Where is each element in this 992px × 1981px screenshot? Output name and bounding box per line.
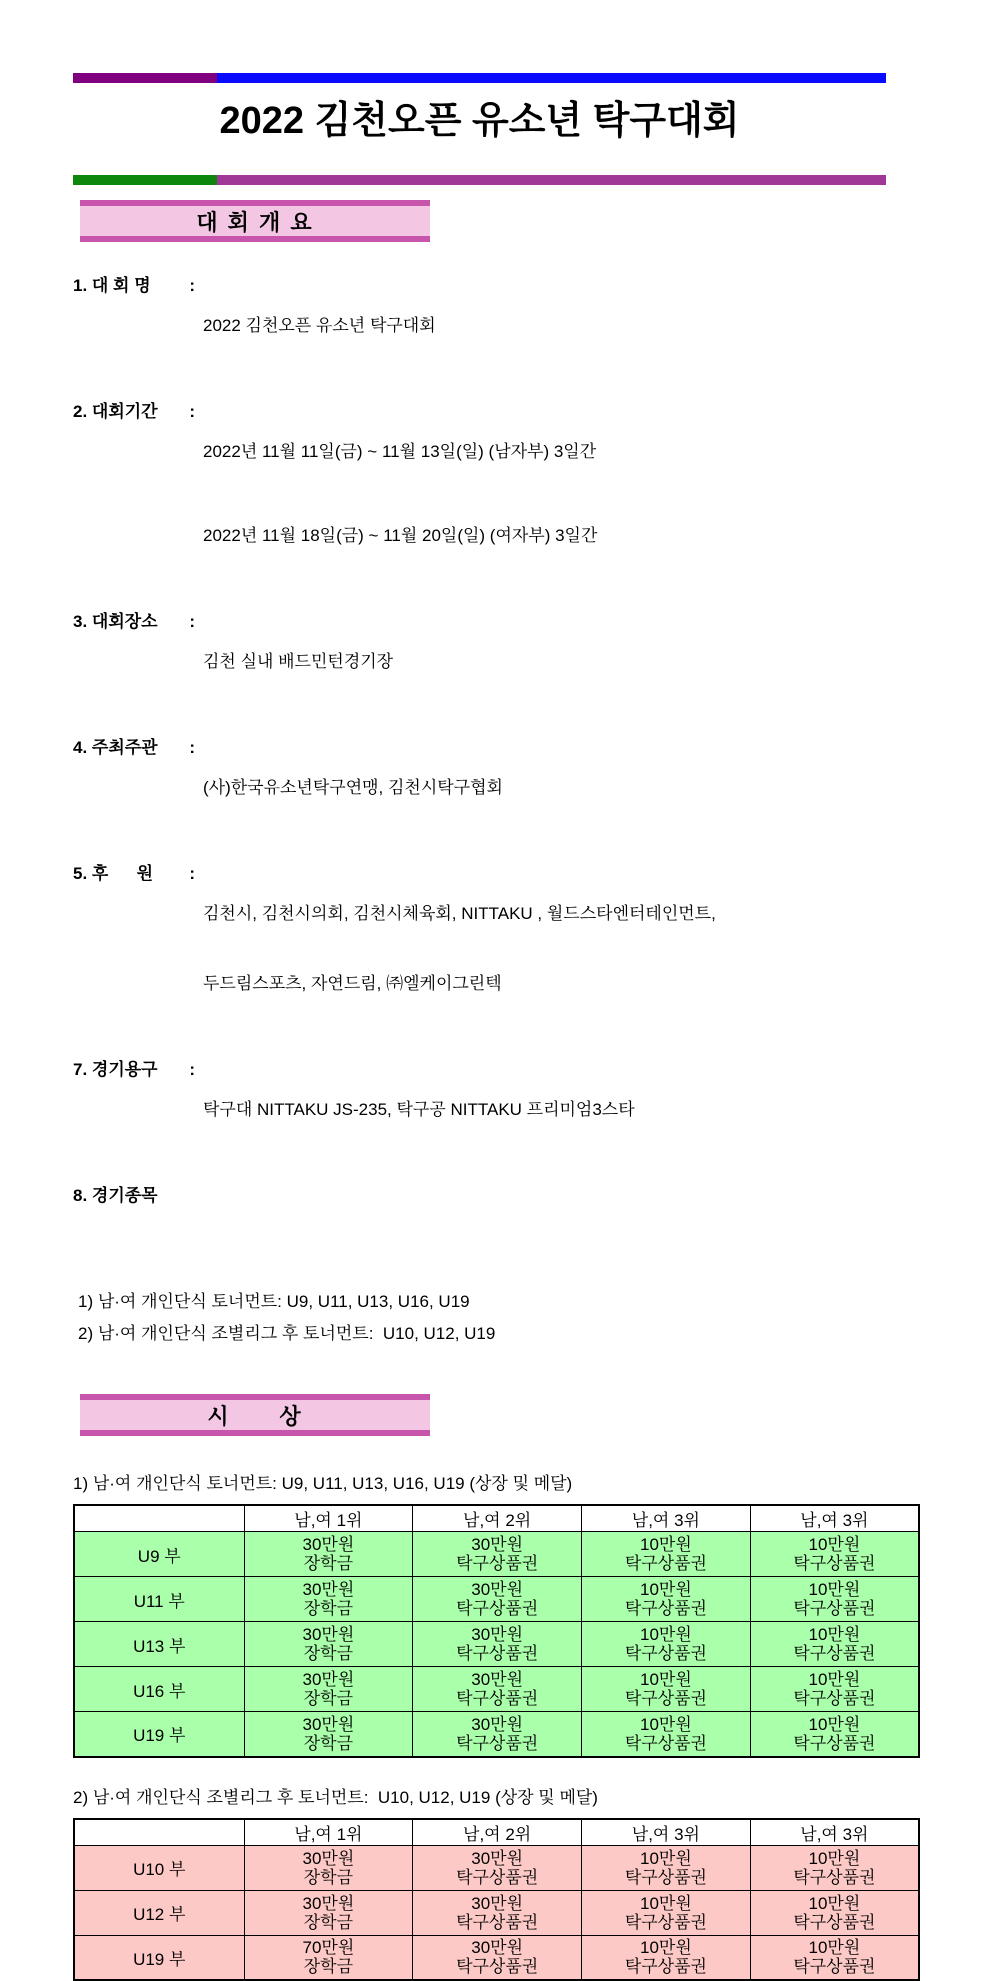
prize-amount: 10만원 — [582, 1580, 750, 1599]
table-row — [74, 1622, 919, 1667]
prize-amount: 30만원 — [245, 1625, 413, 1644]
event-list — [73, 1292, 992, 1344]
prize-amount: 30만원 — [413, 1849, 581, 1868]
prize-cell — [582, 1935, 751, 1980]
header-row — [74, 1819, 919, 1846]
prize-amount: 10만원 — [751, 1580, 918, 1599]
prize-kind: 탁구상품권 — [413, 1554, 581, 1573]
prize-amount: 10만원 — [582, 1535, 750, 1554]
table-row — [74, 1890, 919, 1935]
prize-amount: 30만원 — [413, 1535, 581, 1554]
prize-cell — [582, 1667, 751, 1712]
page-title: 2022 김천오픈 유소년 탁구대회 — [73, 95, 886, 147]
header-row — [74, 1505, 919, 1532]
prize-kind: 탁구상품권 — [751, 1913, 918, 1932]
prize-amount: 10만원 — [751, 1670, 918, 1689]
item-value: 2022년 11월 11일(금) ~ 11월 13일(일) (남자부) 3일간 — [203, 442, 597, 462]
bar-segment-green — [73, 175, 217, 185]
prize-amount: 30만원 — [413, 1894, 581, 1913]
table-row — [74, 1712, 919, 1757]
item-label: 4. 주최주관 — [73, 738, 158, 838]
column-header: 남,여 3위 — [750, 1819, 919, 1846]
item-label: 7. 경기용구 — [73, 1060, 158, 1160]
prize-amount: 30만원 — [245, 1715, 413, 1734]
prize-kind: 탁구상품권 — [413, 1957, 581, 1976]
item-colon: : — [189, 864, 195, 1034]
column-header: 남,여 3위 — [582, 1819, 751, 1846]
item-value-line2: 2022년 11월 18일(금) ~ 11월 20일(일) (여자부) 3일간 — [203, 526, 597, 546]
prize-kind: 탁구상품권 — [413, 1868, 581, 1887]
awards-table-tournament — [73, 1504, 920, 1758]
awards-table-groupleague — [73, 1818, 920, 1981]
table-row — [74, 1935, 919, 1980]
overview-item-sponsors — [73, 864, 992, 1034]
prize-kind: 탁구상품권 — [413, 1599, 581, 1618]
prize-kind: 탁구상품권 — [413, 1689, 581, 1708]
section-title-overview: 대 회 개 요 — [196, 206, 313, 237]
decorative-bar-top — [73, 73, 886, 83]
overview-item-equipment — [73, 1060, 992, 1160]
section-header-overview — [80, 200, 430, 242]
awards-note-groupleague: 2) 남·여 개인단식 조별리그 후 토너먼트: U10, U12, U19 (상장 및 메달) — [73, 1788, 992, 1808]
prize-amount: 10만원 — [582, 1938, 750, 1957]
prize-amount: 10만원 — [582, 1849, 750, 1868]
item-label: 8. 경기종목 — [73, 1186, 158, 1266]
table-row — [74, 1577, 919, 1622]
prize-amount: 30만원 — [413, 1625, 581, 1644]
item-value: 탁구대 NITTAKU JS-235, 탁구공 NITTAKU 프리미엄3스타 — [203, 1100, 635, 1120]
prize-kind: 탁구상품권 — [751, 1644, 918, 1663]
prize-amount: 10만원 — [751, 1715, 918, 1734]
event-item-tournament: 1) 남·여 개인단식 토너먼트: U9, U11, U13, U16, U19 — [78, 1292, 992, 1312]
prize-cell — [413, 1712, 582, 1757]
prize-cell — [582, 1622, 751, 1667]
overview-item-organizer — [73, 738, 992, 838]
column-header: 남,여 2위 — [413, 1819, 582, 1846]
division-cell: U19 부 — [74, 1712, 244, 1757]
column-header: 남,여 1위 — [244, 1505, 413, 1532]
prize-kind: 탁구상품권 — [751, 1868, 918, 1887]
prize-cell — [244, 1712, 413, 1757]
prize-kind: 탁구상품권 — [582, 1868, 750, 1887]
overview-items — [73, 276, 992, 1266]
item-value: 김천 실내 배드민턴경기장 — [203, 652, 393, 672]
column-header: 남,여 3위 — [750, 1505, 919, 1532]
prize-cell — [750, 1532, 919, 1577]
prize-kind: 탁구상품권 — [582, 1689, 750, 1708]
prize-kind: 탁구상품권 — [582, 1957, 750, 1976]
item-label: 5. 후 원 — [73, 864, 153, 1034]
prize-amount: 30만원 — [245, 1894, 413, 1913]
division-cell: U13 부 — [74, 1622, 244, 1667]
prize-cell — [582, 1890, 751, 1935]
prize-kind: 장학금 — [245, 1689, 413, 1708]
prize-kind: 탁구상품권 — [582, 1734, 750, 1753]
prize-kind: 탁구상품권 — [413, 1644, 581, 1663]
section-header-awards — [80, 1394, 430, 1436]
prize-amount: 30만원 — [245, 1670, 413, 1689]
prize-kind: 탁구상품권 — [751, 1689, 918, 1708]
prize-cell — [413, 1845, 582, 1890]
prize-cell — [582, 1532, 751, 1577]
prize-cell — [413, 1577, 582, 1622]
prize-kind: 장학금 — [245, 1957, 413, 1976]
prize-cell — [244, 1667, 413, 1712]
prize-cell — [750, 1577, 919, 1622]
bar-segment-blue — [217, 73, 886, 83]
prize-cell — [582, 1577, 751, 1622]
prize-cell — [244, 1622, 413, 1667]
prize-cell — [750, 1890, 919, 1935]
item-colon: : — [189, 276, 195, 376]
bar-segment-purple — [73, 73, 217, 83]
prize-amount: 70만원 — [245, 1938, 413, 1957]
prize-cell — [244, 1845, 413, 1890]
prize-cell — [582, 1845, 751, 1890]
prize-amount: 30만원 — [413, 1715, 581, 1734]
prize-kind: 장학금 — [245, 1913, 413, 1932]
prize-cell — [413, 1622, 582, 1667]
item-label: 2. 대회기간 — [73, 402, 158, 586]
overview-item-period — [73, 402, 992, 586]
prize-cell — [750, 1935, 919, 1980]
prize-amount: 30만원 — [413, 1938, 581, 1957]
item-value-line2: 두드림스포츠, 자연드림, ㈜엘케이그린텍 — [203, 974, 716, 994]
prize-kind: 장학금 — [245, 1554, 413, 1573]
item-value: (사)한국유소년탁구연맹, 김천시탁구협회 — [203, 778, 503, 798]
decorative-bar-middle — [73, 175, 886, 185]
prize-amount: 30만원 — [413, 1580, 581, 1599]
prize-kind: 장학금 — [245, 1734, 413, 1753]
prize-amount: 10만원 — [751, 1938, 918, 1957]
column-header: 남,여 3위 — [582, 1505, 751, 1532]
prize-cell — [244, 1890, 413, 1935]
prize-cell — [413, 1532, 582, 1577]
division-cell: U11 부 — [74, 1577, 244, 1622]
section-title-awards: 시 상 — [207, 1400, 302, 1431]
item-colon: : — [189, 1060, 195, 1160]
prize-cell — [750, 1712, 919, 1757]
prize-amount: 10만원 — [751, 1894, 918, 1913]
column-header — [74, 1505, 244, 1532]
prize-kind: 장학금 — [245, 1868, 413, 1887]
item-colon: : — [189, 612, 195, 712]
table-row — [74, 1667, 919, 1712]
division-cell: U9 부 — [74, 1532, 244, 1577]
prize-kind: 탁구상품권 — [582, 1913, 750, 1932]
item-label: 3. 대회장소 — [73, 612, 158, 712]
event-item-groupleague: 2) 남·여 개인단식 조별리그 후 토너먼트: U10, U12, U19 — [78, 1324, 992, 1344]
division-cell: U19 부 — [74, 1935, 244, 1980]
prize-cell — [750, 1622, 919, 1667]
prize-kind: 탁구상품권 — [413, 1913, 581, 1932]
prize-cell — [413, 1667, 582, 1712]
prize-kind: 탁구상품권 — [751, 1599, 918, 1618]
prize-kind: 탁구상품권 — [413, 1734, 581, 1753]
division-cell: U12 부 — [74, 1890, 244, 1935]
prize-cell — [413, 1890, 582, 1935]
column-header — [74, 1819, 244, 1846]
prize-cell — [582, 1712, 751, 1757]
awards-note-tournament: 1) 남·여 개인단식 토너먼트: U9, U11, U13, U16, U19 (상장 및 메달) — [73, 1474, 992, 1494]
prize-amount: 30만원 — [413, 1670, 581, 1689]
prize-amount: 30만원 — [245, 1580, 413, 1599]
prize-kind: 탁구상품권 — [751, 1734, 918, 1753]
prize-amount: 10만원 — [751, 1625, 918, 1644]
prize-cell — [244, 1577, 413, 1622]
item-label: 1. 대 회 명 — [73, 276, 151, 376]
prize-cell — [750, 1667, 919, 1712]
item-colon: : — [189, 402, 195, 586]
prize-kind: 탁구상품권 — [582, 1599, 750, 1618]
prize-amount: 10만원 — [582, 1715, 750, 1734]
bar-segment-magenta — [217, 175, 886, 185]
division-cell: U10 부 — [74, 1845, 244, 1890]
prize-amount: 10만원 — [582, 1670, 750, 1689]
item-value: 2022 김천오픈 유소년 탁구대회 — [203, 316, 436, 336]
prize-kind: 탁구상품권 — [582, 1554, 750, 1573]
prize-kind: 장학금 — [245, 1599, 413, 1618]
prize-amount: 30만원 — [245, 1535, 413, 1554]
item-value: 김천시, 김천시의회, 김천시체육회, NITTAKU , 월드스타엔터테인먼트, — [203, 904, 716, 924]
prize-amount: 10만원 — [751, 1849, 918, 1868]
prize-kind: 탁구상품권 — [751, 1554, 918, 1573]
prize-amount: 10만원 — [751, 1535, 918, 1554]
prize-amount: 10만원 — [582, 1625, 750, 1644]
overview-item-name — [73, 276, 992, 376]
column-header: 남,여 2위 — [413, 1505, 582, 1532]
prize-cell — [750, 1845, 919, 1890]
table-row — [74, 1845, 919, 1890]
prize-cell — [413, 1935, 582, 1980]
prize-cell — [244, 1532, 413, 1577]
prize-kind: 탁구상품권 — [751, 1957, 918, 1976]
table-row — [74, 1532, 919, 1577]
division-cell: U16 부 — [74, 1667, 244, 1712]
column-header: 남,여 1위 — [244, 1819, 413, 1846]
prize-amount: 30만원 — [245, 1849, 413, 1868]
prize-kind: 장학금 — [245, 1644, 413, 1663]
prize-kind: 탁구상품권 — [582, 1644, 750, 1663]
prize-cell — [244, 1935, 413, 1980]
item-colon: : — [189, 738, 195, 838]
overview-item-events — [73, 1186, 992, 1266]
overview-item-venue — [73, 612, 992, 712]
prize-amount: 10만원 — [582, 1894, 750, 1913]
